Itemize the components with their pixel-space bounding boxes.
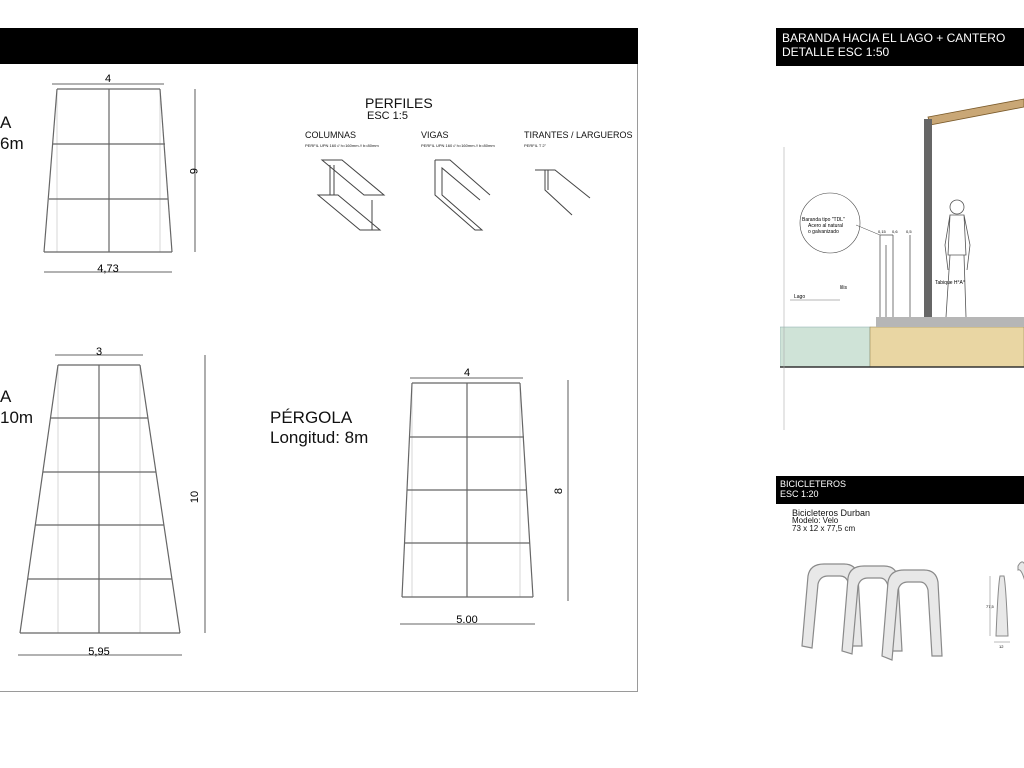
- bike-racks-name: Bicicleteros Durban: [792, 508, 871, 518]
- lilies-label: lilis: [840, 285, 847, 291]
- profiles-columns-label: COLUMNAS: [305, 130, 357, 140]
- profile-beam-channel: [435, 160, 490, 230]
- pergola-column: [924, 119, 932, 319]
- structure-top-frame: [44, 89, 172, 252]
- structure-top-width-bottom: 4,73: [97, 263, 119, 275]
- structure-bottom-width-bottom: 5,95: [88, 646, 110, 658]
- pergola-width-top: 4: [463, 367, 471, 379]
- railing-section-drawing: [780, 95, 1024, 430]
- lake-water: [780, 327, 870, 367]
- gravel-layer: [876, 317, 1024, 327]
- bike-racks-drawing: [796, 556, 1024, 668]
- railing-callout-line1: Baranda tipo "TDL": [802, 217, 845, 223]
- pergola-title: PÉRGOLA: [270, 408, 353, 427]
- left-sheet-header-bar: [0, 28, 638, 64]
- structure-bottom-label: A: [0, 387, 12, 406]
- bike-rack-dim-base: 12: [999, 644, 1004, 649]
- bike-rack-units: [802, 564, 942, 660]
- railing-tdl: [880, 235, 910, 317]
- pergola-width-bottom: 5.00: [456, 614, 478, 626]
- structure-top-height: 6: [187, 167, 199, 175]
- profiles-ties-label: TIRANTES / LARGUEROS: [524, 130, 633, 140]
- wall-label: Tabique H°A°: [935, 280, 965, 286]
- lake-label: Lago: [794, 294, 806, 300]
- structure-top-drawing: [0, 64, 230, 294]
- structure-bottom-drawing: [0, 345, 230, 675]
- profile-column-i-beam: [318, 160, 384, 230]
- pergola-roof-beam: [928, 99, 1024, 125]
- structure-bottom-width-top: 3: [95, 346, 103, 358]
- railing-title: BARANDA HACIA EL LAGO + CANTERO DETALLE ESC 1:50: [776, 28, 1024, 66]
- bike-rack-side-view: [996, 562, 1024, 636]
- structure-bottom-length: 10m: [0, 408, 34, 427]
- person-figure: [945, 200, 970, 317]
- pergola-height: 8: [553, 487, 565, 495]
- pergola-frame: [402, 383, 533, 597]
- structure-bottom-height: 10: [189, 490, 201, 504]
- structure-top-dims: [44, 84, 195, 272]
- dim-b: 0,6: [892, 229, 898, 234]
- dim-a: 0,15: [878, 229, 886, 234]
- pergola-dims: [400, 378, 568, 624]
- dim-c: 0,5: [906, 229, 912, 234]
- structure-top-width-top: 4: [104, 73, 112, 85]
- structure-top-length: 6m: [0, 134, 24, 153]
- bike-racks-model: Modelo: Velo: [792, 516, 839, 525]
- profiles-ties-note: PERFIL T 2": [524, 143, 547, 148]
- profiles-beams-note: PERFIL UPN 160 // h=160mm // b=80mm: [421, 143, 495, 148]
- profiles-beams-label: VIGAS: [421, 130, 449, 140]
- structure-top-label: A: [0, 113, 12, 132]
- railing-callout-line2: Acero al natural: [808, 223, 844, 229]
- pergola-length: Longitud: 8m: [270, 428, 369, 447]
- profiles-drawing: [300, 150, 600, 240]
- profile-tie-tee: [535, 170, 590, 215]
- soil-fill: [870, 327, 1024, 367]
- profiles-scale: ESC 1:5: [367, 110, 408, 122]
- bike-racks-dimensions: 73 x 12 x 77,5 cm: [792, 524, 856, 533]
- bike-rack-dim-height: 77,5: [986, 604, 994, 609]
- pergola-drawing: [390, 365, 590, 635]
- profiles-columns-note: PERFIL UPN 160 // h=160mm // b=80mm: [305, 143, 379, 148]
- railing-callout-line3: o galvanizado: [808, 229, 839, 235]
- structure-bottom-frame: [20, 365, 180, 633]
- railing-callout-leader: [856, 225, 880, 235]
- profiles-title: PERFILES: [365, 95, 433, 111]
- bike-racks-header: BICICLETEROS ESC 1:20: [776, 476, 1024, 504]
